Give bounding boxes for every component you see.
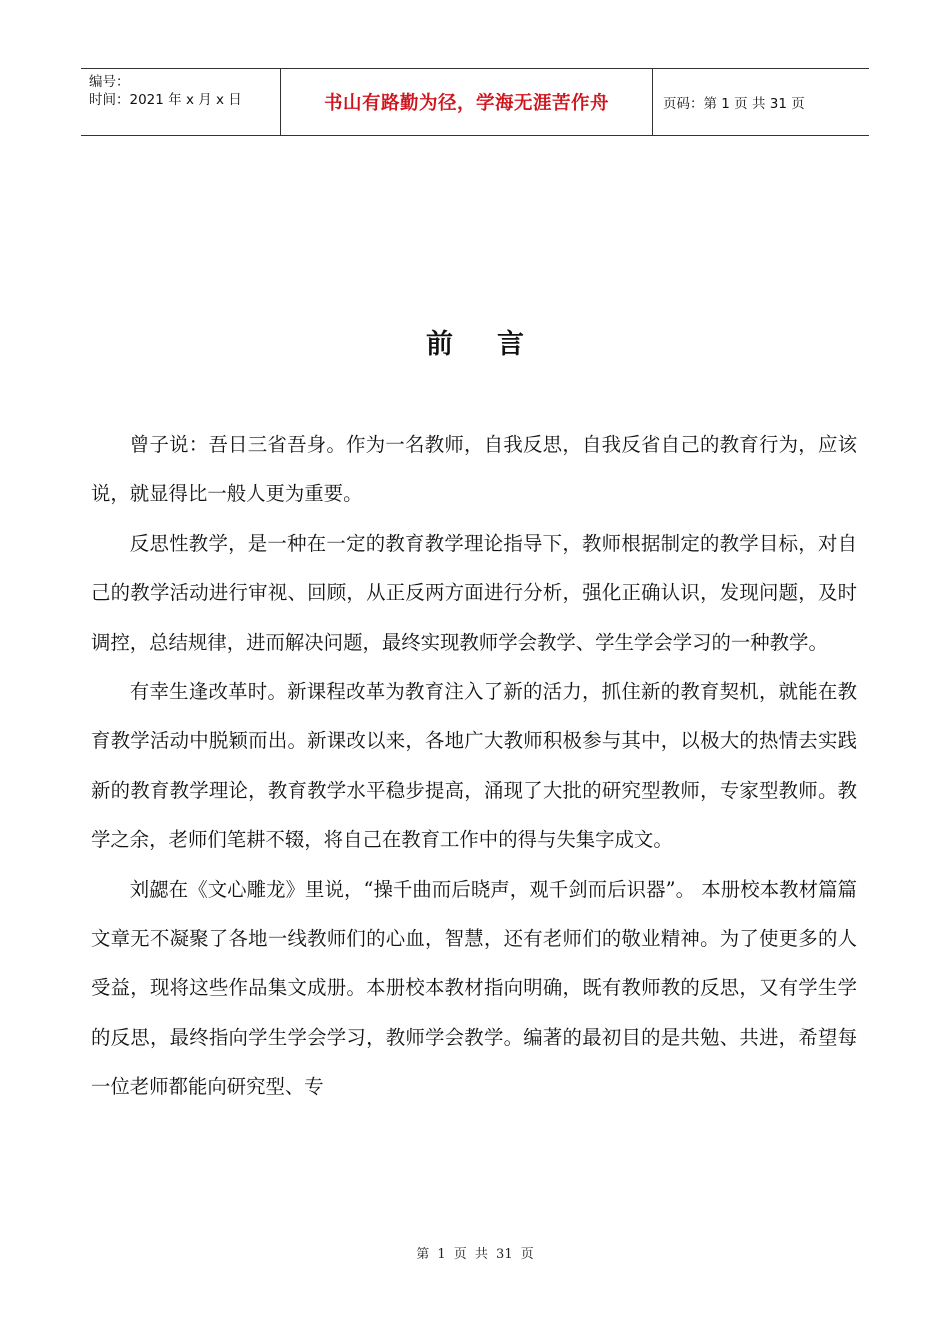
number-label: 编号：	[89, 74, 130, 90]
date-line: 时间：2021 年 x 月 x 日	[89, 92, 242, 108]
header-meta	[81, 69, 281, 135]
paragraph: 有幸生逢改革时。新课程改革为教育注入了新的活力，抓住新的教育契机，就能在教育教学活动中脱颖而出。新课改以来，各地广大教师积极参与其中，以极大的热情去实践新的教育教学理论，教育教学水平稳步提高，涌现了大批的研究型教师，专家型教师。教学之余，老师们笔耕不辍，将自己在教育工作中的得与失集字成文。	[91, 680, 857, 852]
header-motto: 书山有路勤为径，学海无涯苦作舟	[281, 69, 653, 135]
page-title: 前言	[426, 329, 568, 360]
document-header	[81, 68, 869, 136]
body-text	[91, 420, 857, 1112]
paragraph: 曾子说：吾日三省吾身。作为一名教师，自我反思，自我反省自己的教育行为，应该说，就显得比一般人更为重要。	[91, 433, 857, 506]
paragraph: 反思性教学，是一种在一定的教育教学理论指导下，教师根据制定的教学目标，对自己的教学活动进行审视、回顾，从正反两方面进行分析，强化正确认识，发现问题，及时调控，总结规律，进而解决问题，最终实现教师学会教学、学生学会学习的一种教学。	[91, 531, 857, 654]
page-footer: 第 1 页 共 31 页	[416, 1247, 534, 1262]
header-page-code: 页码：第 1 页 共 31 页	[663, 96, 805, 112]
paragraph: 刘勰在《文心雕龙》里说，“操千曲而后晓声，观千剑而后识器”。 本册校本教材篇篇文章无不凝聚了各地一线教师们的心血，智慧，还有老师们的敬业精神。为了使更多的人受益，现将这些作品集文成册。本册校本教材指向明确，既有教师教的反思，又有学生学的反思，最终指向学生学会学习，教师学会教学。编著的最初目的是共勉、共进，希望每一位老师都能向研究型、专	[91, 877, 857, 1099]
